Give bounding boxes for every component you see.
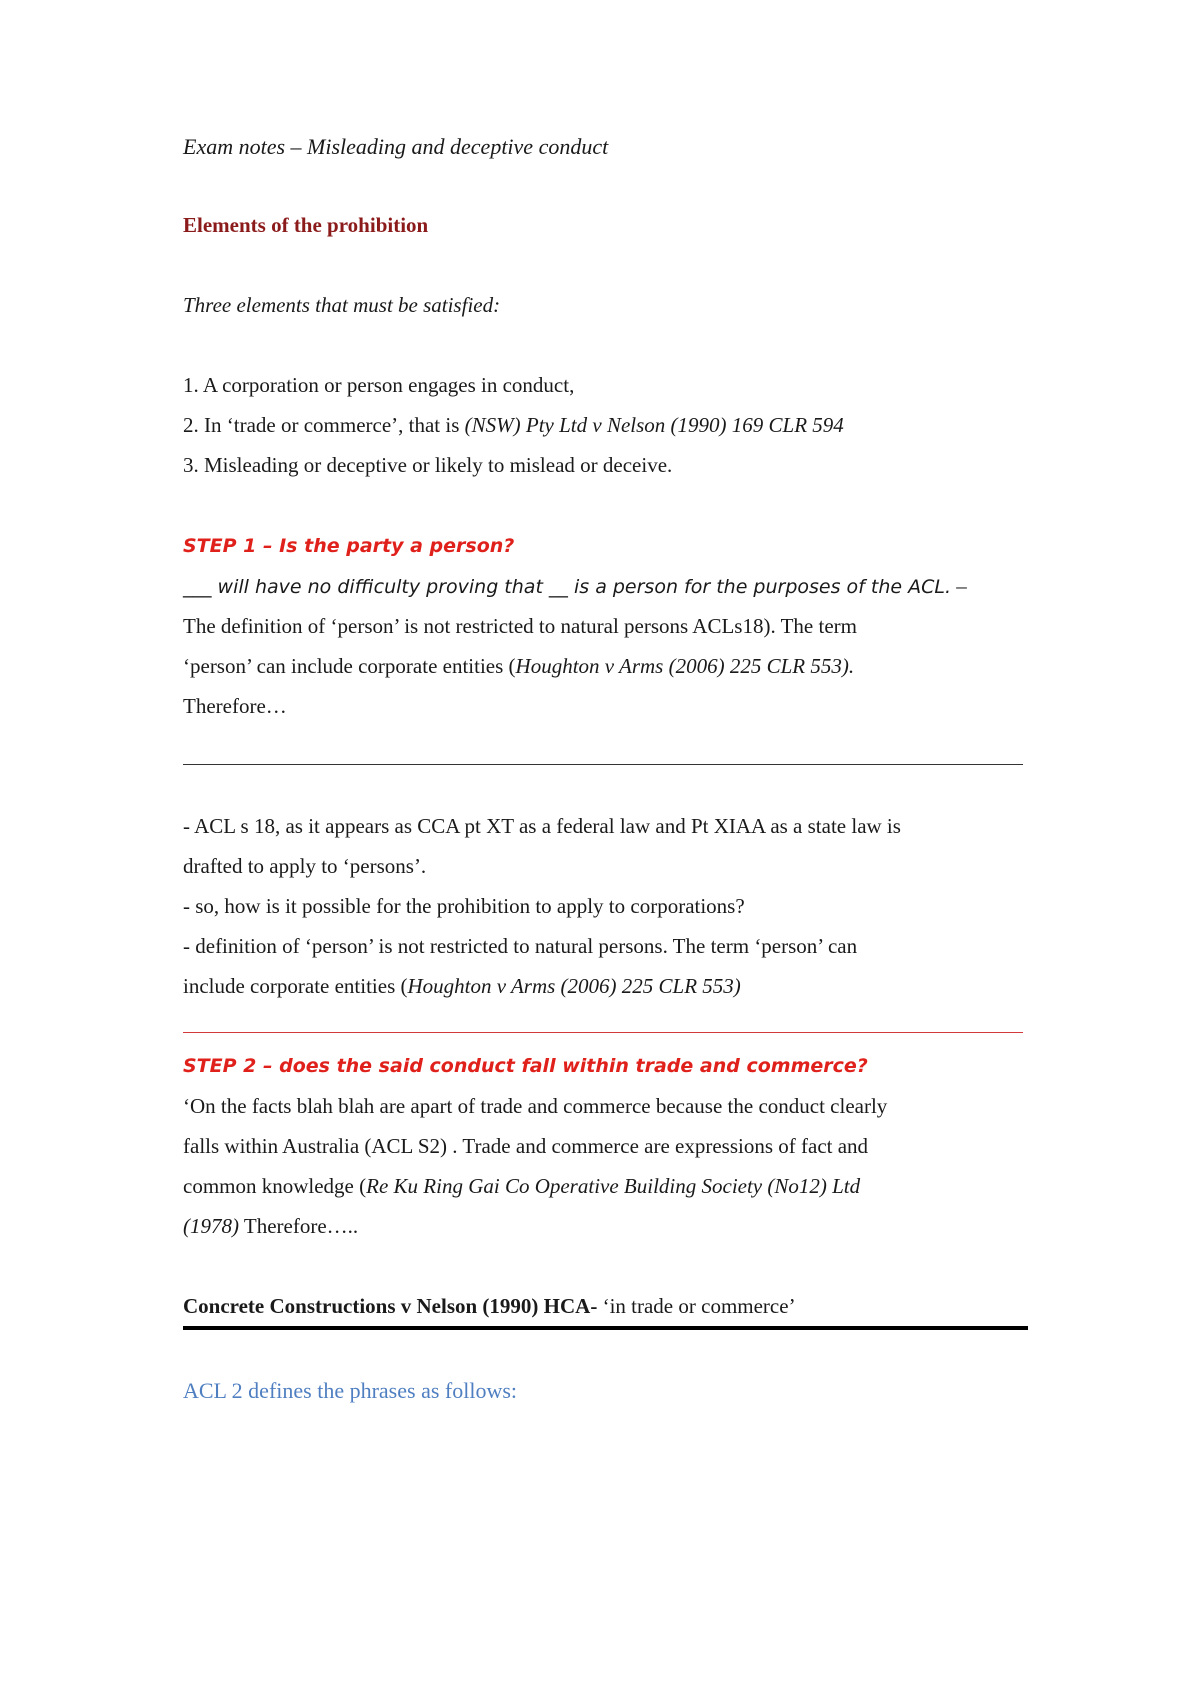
concrete-underline: [183, 1326, 1028, 1330]
step1-line-1: [183, 571, 1023, 602]
section-divider: [183, 764, 1023, 765]
step2-line-4: [183, 1211, 1023, 1241]
concrete-case-name: Concrete Constructions v Nelson (1990) HCA-: [183, 1294, 598, 1318]
step2-heading: STEP 2 – does the said conduct fall within trade and commerce?: [183, 1055, 868, 1077]
notes-line-5: [183, 971, 1023, 1001]
three-elements-intro: Three elements that must be satisfied:: [183, 293, 501, 317]
step2-line-1: ‘On the facts blah blah are apart of trade and commerce because the conduct clearly: [183, 1094, 888, 1118]
notes-line-5-text: include corporate entities (: [183, 974, 408, 998]
step2-line-2: falls within Australia (ACL S2) . Trade and commerce are expressions of fact and: [183, 1134, 869, 1158]
step1-line-4: Therefore…: [183, 694, 287, 718]
case-year: (1978): [183, 1214, 239, 1238]
list-item-3: 3. Misleading or deceptive or likely to mislead or deceive.: [183, 453, 673, 477]
list-item-1: 1. A corporation or person engages in conduct,: [183, 373, 575, 397]
step1-line-2: The definition of ‘person’ is not restricted to natural persons ACLs18). The term: [183, 614, 857, 638]
step1-line-3-text: ‘person’ can include corporate entities (: [183, 654, 516, 678]
case-citation: Houghton v Arms (2006) 225 CLR 553): [407, 974, 741, 998]
step1-line-1-dash: –: [951, 574, 967, 598]
concrete-heading: [183, 1291, 1023, 1321]
elements-heading: Elements of the prohibition: [183, 213, 429, 237]
notes-line-4: - definition of ‘person’ is not restricted to natural persons. The term ‘person’ can: [183, 934, 858, 958]
step1-line-1-text: ___ will have no difficulty proving that __ is a person for the purposes of the ACL.: [183, 576, 952, 598]
step1-line-3: [183, 651, 1023, 681]
case-citation: Houghton v Arms (2006) 225 CLR 553).: [515, 654, 855, 678]
notes-line-2: drafted to apply to ‘persons’.: [183, 854, 427, 878]
step2-line-4-text: Therefore…..: [239, 1214, 359, 1238]
notes-line-1: - ACL s 18, as it appears as CCA pt XT as a federal law and Pt XIAA as a state law is: [183, 814, 901, 838]
step2-line-3: [183, 1171, 1023, 1201]
notes-line-3: - so, how is it possible for the prohibition to apply to corporations?: [183, 894, 745, 918]
red-divider: [183, 1032, 1023, 1033]
step1-heading: STEP 1 – Is the party a person?: [183, 535, 515, 557]
step2-line-3-text: common knowledge (: [183, 1174, 367, 1198]
list-item-2: [183, 410, 1023, 440]
page-title: Exam notes – Misleading and deceptive conduct: [183, 134, 609, 159]
acl2-heading: ACL 2 defines the phrases as follows:: [183, 1378, 518, 1403]
list-item-2-text: 2. In ‘trade or commerce’, that is: [183, 413, 465, 437]
case-citation: (NSW) Pty Ltd v Nelson (1990) 169 CLR 594: [464, 413, 844, 437]
case-citation: Re Ku Ring Gai Co Operative Building Society (No12) Ltd: [366, 1174, 861, 1198]
concrete-rest: ‘in trade or commerce’: [597, 1294, 796, 1318]
